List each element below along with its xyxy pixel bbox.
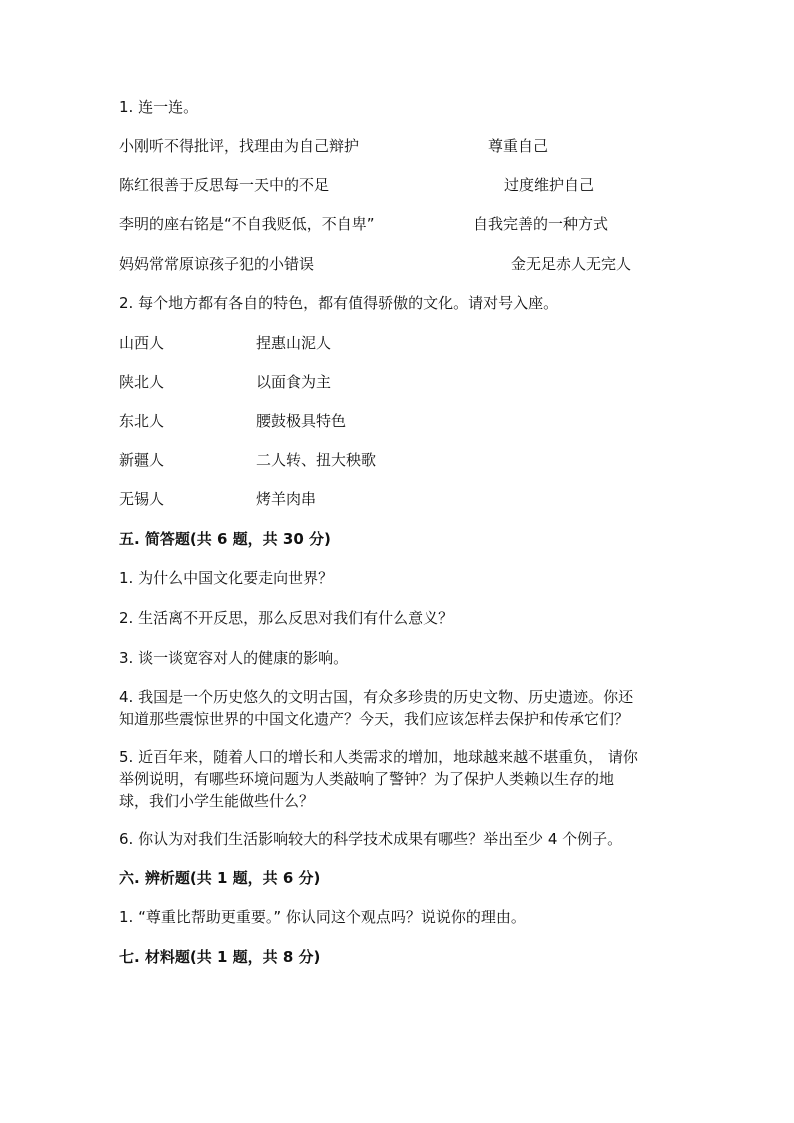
pair-left-item: 新疆人	[119, 451, 165, 469]
pair-left-item: 无锡人	[119, 490, 165, 508]
pair-right-item: 二人转、扭大秧歌	[256, 451, 377, 469]
question-5-line: 举例说明，有哪些环境问题为人类敲响了警钟？为了保护人类赖以生存的地	[119, 770, 615, 788]
short-answer-question-5	[119, 746, 679, 812]
match-left-item: 李明的座右铭是“不自我贬低，不自卑”	[119, 215, 375, 233]
short-answer-question-2: 2. 生活离不开反思，那么反思对我们有什么意义？	[119, 609, 454, 627]
pair-right-item: 捏惠山泥人	[256, 334, 332, 352]
pair-right-item: 以面食为主	[256, 373, 332, 391]
match-right-item: 过度维护自己	[504, 176, 595, 194]
analysis-question-1: 1. “尊重比帮助更重要。” 你认同这个观点吗？说说你的理由。	[119, 908, 526, 926]
short-answer-question-3: 3. 谈一谈宽容对人的健康的影响。	[119, 649, 349, 667]
pair-left-item: 东北人	[119, 412, 165, 430]
question-2-title: 2. 每个地方都有各自的特色，都有值得骄傲的文化。请对号入座。	[119, 294, 559, 312]
question-5-line: 5. 近百年来，随着人口的增长和人类需求的增加，地球越来越不堪重负， 请你	[119, 748, 638, 766]
match-right-item: 自我完善的一种方式	[473, 215, 609, 233]
pair-left-item: 山西人	[119, 334, 165, 352]
question-5-line: 球，我们小学生能做些什么？	[119, 792, 315, 810]
question-1-title: 1. 连一连。	[119, 98, 199, 116]
short-answer-question-1: 1. 为什么中国文化要走向世界？	[119, 569, 334, 587]
question-4-line: 知道那些震惊世界的中国文化遗产？今天，我们应该怎样去保护和传承它们？	[119, 710, 630, 728]
match-left-item: 小刚听不得批评，找理由为自己辩护	[119, 137, 360, 155]
pair-right-item: 腰鼓极具特色	[256, 412, 347, 430]
short-answer-question-4	[119, 686, 679, 730]
question-4-line: 4. 我国是一个历史悠久的文明古国，有众多珍贵的历史文物、历史遗迹。你还	[119, 688, 634, 706]
section-7-heading: 七. 材料题(共 1 题，共 8 分)	[119, 948, 321, 966]
pair-right-item: 烤羊肉串	[256, 490, 317, 508]
section-6-heading: 六. 辨析题(共 1 题，共 6 分)	[119, 869, 321, 887]
match-left-item: 妈妈常常原谅孩子犯的小错误	[119, 255, 315, 273]
match-left-item: 陈红很善于反思每一天中的不足	[119, 176, 330, 194]
match-right-item: 金无足赤人无完人	[511, 255, 632, 273]
short-answer-question-6: 6. 你认为对我们生活影响较大的科学技术成果有哪些？举出至少 4 个例子。	[119, 830, 623, 848]
pair-left-item: 陕北人	[119, 373, 165, 391]
match-right-item: 尊重自己	[488, 137, 549, 155]
section-5-heading: 五. 简答题(共 6 题，共 30 分)	[119, 530, 331, 548]
